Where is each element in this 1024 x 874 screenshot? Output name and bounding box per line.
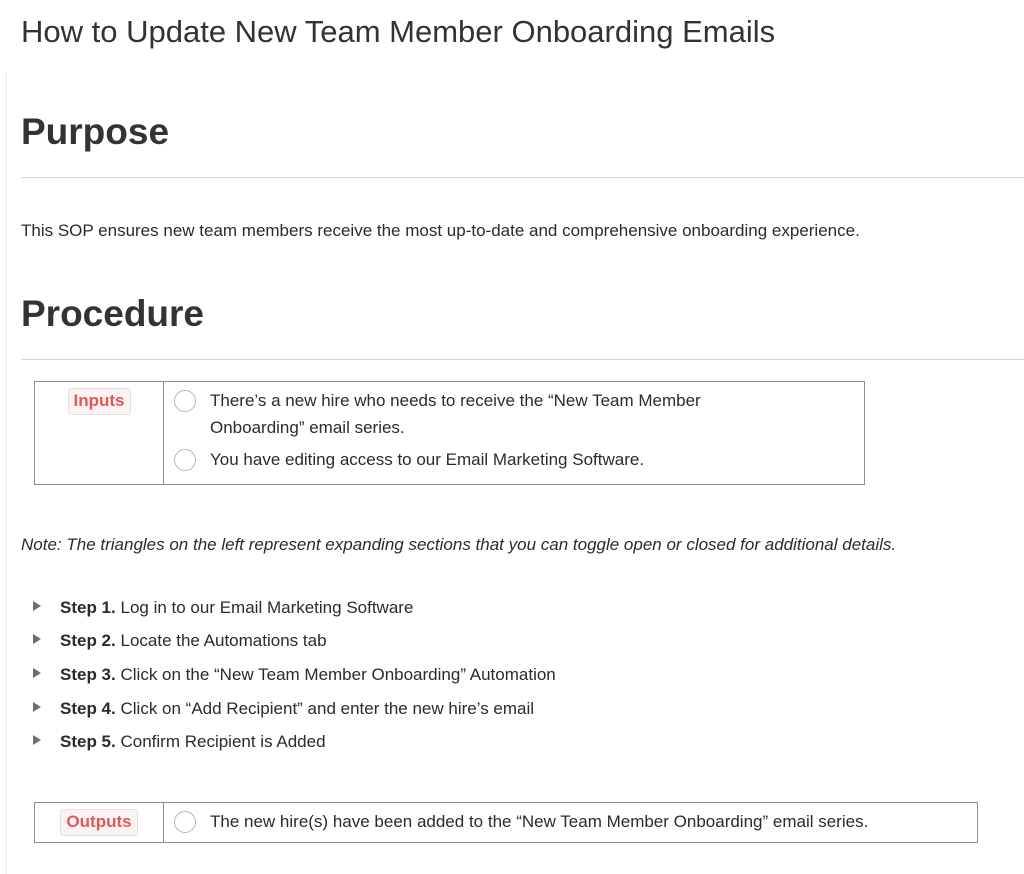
step-number: Step 1.: [60, 597, 116, 617]
step-number: Step 4.: [60, 698, 116, 718]
step-number: Step 5.: [60, 732, 116, 752]
step-toggle-5[interactable]: [33, 725, 556, 759]
divider: [21, 177, 1024, 178]
checklist-item: [174, 810, 977, 835]
outputs-tag: Outputs: [60, 809, 137, 836]
purpose-heading: Purpose: [21, 111, 170, 152]
caret-right-icon[interactable]: [33, 668, 41, 678]
step-label: [60, 631, 327, 651]
step-title: Click on “Add Recipient” and enter the new hire’s email: [120, 698, 535, 718]
checkbox-circle-icon[interactable]: [174, 449, 196, 471]
step-label: [60, 699, 534, 719]
divider: [21, 359, 1024, 360]
step-title: Locate the Automations tab: [120, 631, 327, 651]
checklist-item-text: You have editing access to our Email Marketing Software.: [210, 450, 645, 469]
step-toggle-3[interactable]: [33, 658, 556, 692]
caret-right-icon[interactable]: [33, 735, 41, 745]
checklist-item-text: The new hire(s) have been added to the “New Team Member Onboarding” email series.: [210, 812, 869, 831]
step-label: [60, 598, 413, 618]
outputs-label-cell: [35, 803, 164, 842]
step-label: [60, 665, 556, 685]
purpose-text: This SOP ensures new team members receive the most up-to-date and comprehensive onboarding experience.: [21, 221, 860, 240]
caret-right-icon[interactable]: [33, 702, 41, 712]
step-toggle-4[interactable]: [33, 692, 556, 726]
step-title: Confirm Recipient is Added: [120, 732, 326, 752]
outputs-table: [34, 802, 978, 843]
left-border: [6, 72, 7, 874]
steps-list: [33, 591, 556, 759]
procedure-heading: Procedure: [21, 293, 205, 334]
step-title: Log in to our Email Marketing Software: [120, 597, 414, 617]
checklist-item-text: There’s a new hire who needs to receive the “New Team Member Onboarding” email series.: [210, 391, 701, 437]
inputs-tag: Inputs: [68, 388, 131, 415]
step-title: Click on the “New Team Member Onboarding” Automation: [120, 664, 556, 684]
inputs-table: [34, 381, 865, 485]
note-text: Note: The triangles on the left represent expanding sections that you can toggle open or closed for additional details.: [21, 535, 897, 554]
checklist-item: [174, 448, 864, 473]
checkbox-circle-icon[interactable]: [174, 390, 196, 412]
step-number: Step 2.: [60, 631, 116, 651]
step-label: [60, 732, 326, 752]
step-number: Step 3.: [60, 664, 116, 684]
step-toggle-2[interactable]: [33, 625, 556, 659]
checkbox-circle-icon[interactable]: [174, 811, 196, 833]
page-title: How to Update New Team Member Onboarding Emails: [21, 14, 776, 49]
checklist-item: [174, 389, 864, 441]
inputs-checklist: [164, 382, 864, 484]
inputs-label-cell: [35, 382, 164, 484]
outputs-checklist: [164, 803, 977, 842]
caret-right-icon[interactable]: [33, 634, 41, 644]
step-toggle-1[interactable]: [33, 591, 556, 625]
caret-right-icon[interactable]: [33, 601, 41, 611]
